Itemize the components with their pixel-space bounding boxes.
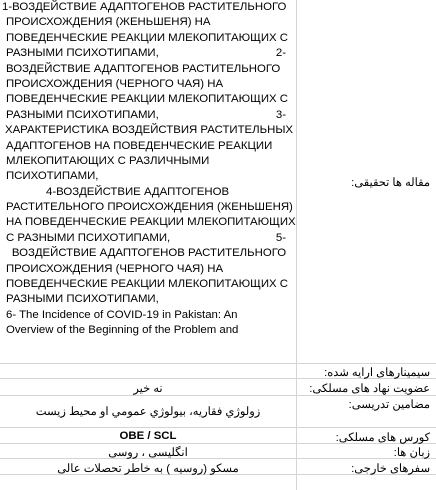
article-line: НА ПОВЕДЕНЧЕСКИЕ РЕАКЦИИ МЛЕКОПИТАЮЩИХ — [6, 216, 296, 229]
article-line: 3- — [275, 108, 286, 121]
article-line: ПРОИСХОЖДЕНИЯ (ЖЕНЬШЕНЯ) НА — [6, 16, 211, 29]
article-line: РАСТИТЕЛЬНОГО ПРОИСХОЖДЕНИЯ (ЖЕНЬШЕНЯ) — [6, 201, 293, 214]
value-professional-courses[interactable]: OBE / SCL — [119, 430, 177, 442]
article-line: ПОВЕДЕНЧЕСКИЕ РЕАКЦИИ МЛЕКОПИТАЮЩИХ С — [6, 31, 289, 44]
article-line: 5- — [275, 231, 286, 244]
article-line: РАЗНЫМИ ПСИХОТИПАМИ, — [6, 108, 159, 121]
articles-cell[interactable] — [2, 0, 296, 363]
column-divider — [296, 0, 297, 490]
article-line: АДАПТОГЕНОВ НА ПОВЕДЕНЧЕСКИЕ РЕАКЦИИ — [6, 139, 273, 152]
article-line: МЛЕКОПИТАЮЩИХ С РАЗЛИЧНЫМИ — [6, 154, 210, 167]
article-line: С РАЗНЫМИ ПСИХОТИПАМИ, — [6, 231, 171, 244]
article-line: 1-ВОЗДЕЙСТВИЕ АДАПТОГЕНОВ РАСТИТЕЛЬНОГО — [2, 1, 287, 13]
label-seminars[interactable]: سیمینارهای ارایه شده: — [324, 367, 430, 379]
article-line: ПОВЕДЕНЧЕСКИЕ РЕАКЦИИ МЛЕКОПИТАЮЩИХ С — [6, 278, 289, 291]
article-line: ПРОИСХОЖДЕНИЯ (ЧЕРНОГО ЧАЯ) НА — [6, 77, 224, 90]
value-courses[interactable]: زولوژي فقاریه، بیولوژي عمومي او محیط زیست — [35, 406, 261, 418]
value-travels[interactable]: مسکو (روسیه ) به خاطر تحصلات عالی — [57, 463, 239, 475]
value-languages[interactable]: انگلیسی ، روسی — [108, 447, 188, 459]
article-line: ПСИХОТИПАМИ, — [6, 170, 99, 183]
article-line: ВОЗДЕЙСТВИЕ АДАПТОГЕНОВ РАСТИТЕЛЬНОГО — [11, 247, 287, 260]
label-articles[interactable]: مقاله ها تحقیقی: — [351, 177, 430, 189]
label-travels[interactable]: سفرهای خارجی: — [351, 463, 430, 475]
value-membership[interactable]: نه خیر — [133, 383, 163, 395]
article-line: РАЗНЫМИ ПСИХОТИПАМИ, — [6, 293, 159, 306]
label-professional-courses[interactable]: کورس های مسلکی: — [335, 432, 430, 444]
row-divider — [0, 395, 436, 396]
article-line: ПРОИСХОЖДЕНИЯ (ЧЕРНОГО ЧАЯ) НА — [6, 262, 224, 275]
article-line: ВОЗДЕЙСТВИЕ АДАПТОГЕНОВ РАСТИТЕЛЬНОГО — [6, 62, 281, 75]
label-languages[interactable]: زبان ها: — [393, 447, 430, 459]
article-line: 4-ВОЗДЕЙСТВИЕ АДАПТОГЕНОВ — [46, 185, 230, 198]
article-line: ПОВЕДЕНЧЕСКИЕ РЕАКЦИИ МЛЕКОПИТАЮЩИХ С — [6, 93, 289, 106]
label-courses[interactable]: مضامین تدریسی: — [348, 399, 430, 411]
label-membership[interactable]: عضویت نهاد های مسلکی: — [309, 383, 430, 395]
article-line: ХАРАКТЕРИСТИКА ВОЗДЕЙСТВИЯ РАСТИТЕЛЬНЫХ — [4, 124, 294, 137]
row-divider — [0, 363, 436, 364]
article-line: Overview of the Beginning of the Problem and — [6, 324, 239, 337]
article-line: РАЗНЫМИ ПСИХОТИПАМИ, — [6, 47, 159, 60]
article-line: 2- — [275, 47, 286, 60]
row-divider — [0, 427, 436, 428]
article-line: 6- The Incidence of COVID-19 in Pakistan: An — [6, 308, 238, 321]
